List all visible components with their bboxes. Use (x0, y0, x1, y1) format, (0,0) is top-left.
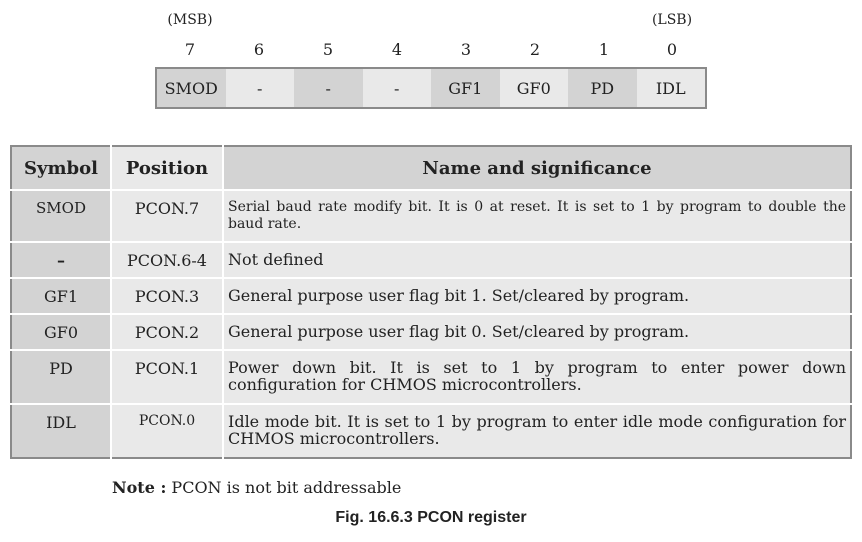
row-description: General purpose user flag bit 1. Set/cleared by program. (223, 278, 851, 314)
table-row (11, 404, 851, 458)
header-name-significance: Name and significance (223, 146, 851, 190)
bit-number-7: 7 (184, 40, 196, 59)
register-bit-5: - (294, 69, 363, 107)
row-symbol: GF0 (11, 314, 111, 350)
row-description: Power down bit. It is set to 1 by program to enter power down configuration for CHMOS microcontrollers. (223, 350, 851, 404)
row-position: PCON.3 (111, 278, 223, 314)
note-text: PCON is not bit addressable (166, 478, 402, 497)
note-label: Note : (112, 478, 167, 497)
lsb-label: (LSB) (651, 12, 693, 28)
row-position: PCON.2 (111, 314, 223, 350)
register-bit-smod: SMOD (157, 69, 226, 107)
register-bit-idl: IDL (637, 69, 706, 107)
row-position: PCON.6-4 (111, 242, 223, 278)
table-header-row (11, 146, 851, 190)
bit-number-5: 5 (322, 40, 334, 59)
note (112, 478, 401, 497)
register-bit-gf0: GF0 (500, 69, 569, 107)
bit-number-4: 4 (391, 40, 403, 59)
bit-number-3: 3 (460, 40, 472, 59)
msb-label: (MSB) (167, 12, 213, 28)
bit-number-2: 2 (529, 40, 541, 59)
register-bit-6: - (226, 69, 295, 107)
table-row (11, 314, 851, 350)
row-description: Not defined (223, 242, 851, 278)
register-bit-4: - (363, 69, 432, 107)
row-symbol: – (11, 242, 111, 278)
header-position: Position (111, 146, 223, 190)
row-symbol: PD (11, 350, 111, 404)
register-bit-gf1: GF1 (431, 69, 500, 107)
row-position: PCON.7 (111, 190, 223, 242)
row-symbol: IDL (11, 404, 111, 458)
bit-number-0: 0 (666, 40, 678, 59)
bit-number-6: 6 (253, 40, 265, 59)
pcon-register-diagram (155, 67, 707, 109)
figure-caption: Fig. 16.6.3 PCON register (335, 509, 527, 526)
row-symbol: SMOD (11, 190, 111, 242)
table-row (11, 350, 851, 404)
row-symbol: GF1 (11, 278, 111, 314)
row-description: General purpose user flag bit 0. Set/cleared by program. (223, 314, 851, 350)
row-description: Idle mode bit. It is set to 1 by program to enter idle mode configuration for CHMOS microcontrollers. (223, 404, 851, 458)
header-symbol: Symbol (11, 146, 111, 190)
table-row (11, 278, 851, 314)
table-row (11, 242, 851, 278)
register-bit-pd: PD (568, 69, 637, 107)
row-position: PCON.0 (111, 404, 223, 458)
pcon-bit-table (10, 145, 852, 459)
row-description: Serial baud rate modify bit. It is 0 at reset. It is set to 1 by program to double the baud rate. (223, 190, 851, 242)
row-position: PCON.1 (111, 350, 223, 404)
bit-number-1: 1 (598, 40, 610, 59)
table-row (11, 190, 851, 242)
